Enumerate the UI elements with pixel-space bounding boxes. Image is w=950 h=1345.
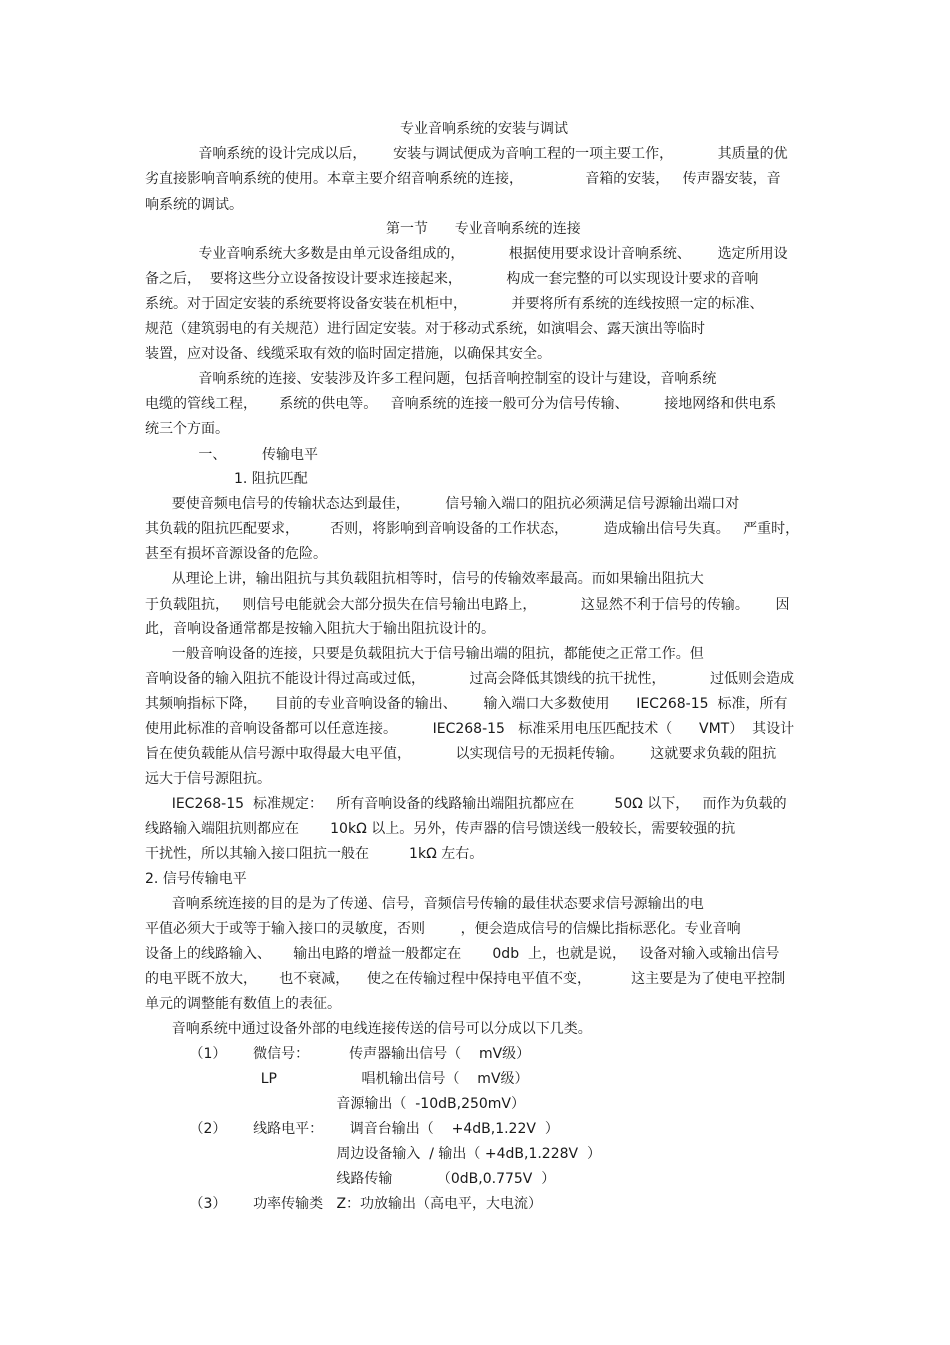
signal-list-item: 周边设备输入 / 输出（ +4dB,1.228V ） [145,1146,602,1162]
text-line: 电缆的管线工程， 系统的供电等。 音响系统的连接一般可分为信号传输、 接地网络和供电系 [145,396,777,412]
page-title: 专业音响系统的安装与调试 [400,121,568,137]
text-line: 此，音响设备通常都是按输入阻抗大于输出阻抗设计的。 [145,621,495,637]
text-line: 音响设备的输入阻抗不能设计得过高或过低， 过高会降低其馈线的抗干扰性， 过低则会造成 [145,671,795,687]
text-line: 响系统的调试。 [145,197,243,213]
text-line: 单元的调整能有数值上的表征。 [145,996,341,1012]
text-line: 音响系统连接的目的是为了传递、信号，音频信号传输的最佳状态要求信号源输出的电 [145,896,704,912]
text-line: 干扰性，所以其输入接口阻抗一般在 1kΩ 左右。 [145,846,484,862]
subsection-heading: 一、 传输电平 [145,447,319,463]
text-line: IEC268-15 标准规定： 所有音响设备的线路输出端阻抗都应在 50Ω 以下， 而作为负载的 [145,796,787,812]
text-line: 劣直接影响音响系统的使用。本章主要介绍音响系统的连接， 音箱的安装， 传声器安装，音 [145,171,781,187]
signal-list-item: LP 唱机输出信号（ mV级） [145,1071,529,1087]
text-line: 远大于信号源阻抗。 [145,771,271,787]
text-line: 平值必须大于或等于输入接口的灵敏度，否则 ，便会造成信号的信燥比指标恶化。专业音响 [145,921,741,937]
text-line: 于负载阻抗， 则信号电能就会大部分损失在信号输出电路上， 这显然不利于信号的传输。 因 [145,597,790,613]
signal-list-item: 音源输出（ -10dB,250mV） [145,1096,526,1112]
text-line: 其频响指标下降， 目前的专业音响设备的输出、 输入端口大多数使用 IEC268-15 标准，所有 [145,696,788,712]
text-line: 装置，应对设备、线缆采取有效的临时固定措施，以确保其安全。 [145,346,551,362]
signal-list-item: （3） 功率传输类 Z：功放输出（高电平，大电流） [145,1196,543,1212]
text-line: 设备上的线路输入、 输出电路的增益一般都定在 0db 上，也就是说， 设备对输入或输出信号 [145,946,780,962]
text-line: 音响系统的设计完成以后， 安装与调试便成为音响工程的一项主要工作， 其质量的优 [145,146,788,162]
text-line: 系统。对于固定安装的系统要将设备安装在机柜中， 并要将所有系统的连线按照一定的标准、 [145,296,764,312]
text-line: 备之后， 要将这些分立设备按设计要求连接起来， 构成一套完整的可以实现设计要求的音响 [145,271,759,287]
text-line: 从理论上讲，输出阻抗与其负载阻抗相等时，信号的传输效率最高。而如果输出阻抗大 [145,571,704,587]
text-line: 音响系统的连接、安装涉及许多工程问题，包括音响控制室的设计与建设，音响系统 [145,371,717,387]
text-line: 甚至有损坏音源设备的危险。 [145,546,327,562]
text-line: 音响系统中通过设备外部的电线连接传送的信号可以分成以下几类。 [145,1021,592,1037]
text-line: 要使音频电信号的传输状态达到最佳， 信号输入端口的阻抗必须满足信号源输出端口对 [145,496,740,512]
text-line: 使用此标准的音响设备都可以任意连接。 IEC268-15 标准采用电压匹配技术（ VMT） 其设计 [145,721,795,737]
text-line: 旨在使负载能从信号源中取得最大电平值， 以实现信号的无损耗传输。 这就要求负载的阻抗 [145,746,777,762]
subsection-heading: 2. 信号传输电平 [145,871,247,887]
text-line: 线路输入端阻抗则都应在 10kΩ 以上。另外，传声器的信号馈送线一般较长，需要较强的抗 [145,821,736,837]
subsection-heading: 1. 阻抗匹配 [145,471,308,487]
text-line: 其负载的阻抗匹配要求， 否则，将影响到音响设备的工作状态， 造成输出信号失真。 严重时， [145,521,800,537]
text-line: 专业音响系统大多数是由单元设备组成的， 根据使用要求设计音响系统、 选定所用设 [145,246,788,262]
signal-list-item: （2） 线路电平： 调音台输出（ +4dB,1.22V ） [145,1121,559,1137]
section-heading: 第一节 专业音响系统的连接 [386,221,581,237]
text-line: 规范（建筑弱电的有关规范）进行固定安装。对于移动式系统，如演唱会、露天演出等临时 [145,321,705,337]
signal-list-item: （1） 微信号： 传声器输出信号（ mV级） [145,1046,531,1062]
text-line: 统三个方面。 [145,421,229,437]
text-line: 的电平既不放大， 也不衰减， 使之在传输过程中保持电平值不变， 这主要是为了使电平控制 [145,971,786,987]
signal-list-item: 线路传输 （0dB,0.775V ） [145,1171,556,1187]
text-line: 一般音响设备的连接，只要是负载阻抗大于信号输出端的阻抗，都能使之正常工作。但 [145,646,704,662]
